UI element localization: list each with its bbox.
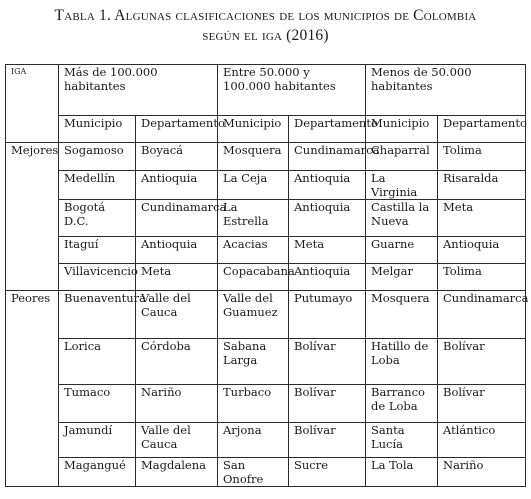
- departamento-cell: Risaralda: [438, 171, 526, 200]
- municipio-cell: Guarne: [366, 237, 438, 264]
- group-header-medium: Entre 50.000 y 100.000 habitantes: [218, 65, 366, 116]
- table-row: [6, 143, 526, 171]
- row-group-label: Peores: [6, 291, 59, 487]
- caption-line-1: Tabla 1. Algunas clasificaciones de los municipios de Colombia: [54, 7, 477, 24]
- municipio-cell: Medellín: [59, 171, 136, 200]
- municipio-cell: Chaparral: [366, 143, 438, 171]
- municipio-cell: Acacias: [218, 237, 289, 264]
- municipio-cell: Arjona: [218, 423, 289, 458]
- departamento-cell: Bolívar: [289, 423, 366, 458]
- sub-header-departamento: Departamento: [136, 116, 218, 143]
- departamento-cell: Antioquia: [289, 264, 366, 291]
- table-row: [6, 339, 526, 385]
- departamento-cell: Antioquia: [289, 171, 366, 200]
- departamento-cell: Bolívar: [289, 339, 366, 385]
- municipio-cell: La Ceja: [218, 171, 289, 200]
- departamento-cell: Cundinamarca: [136, 200, 218, 237]
- departamento-cell: Valle del Cauca: [136, 423, 218, 458]
- municipio-cell: La Tola: [366, 458, 438, 487]
- sub-header-municipio: Municipio: [366, 116, 438, 143]
- municipio-cell: Mosquera: [366, 291, 438, 339]
- row-group-label: Mejores: [6, 143, 59, 291]
- group-header-large: Más de 100.000 habitantes: [59, 65, 218, 116]
- municipio-cell: Tumaco: [59, 385, 136, 423]
- municipio-cell: Bogotá D.C.: [59, 200, 136, 237]
- table-row: [6, 237, 526, 264]
- municipio-cell: Santa Lucía: [366, 423, 438, 458]
- municipio-cell: Lorica: [59, 339, 136, 385]
- municipio-cell: Turbaco: [218, 385, 289, 423]
- municipio-cell: Villavicencio: [59, 264, 136, 291]
- departamento-cell: Magdalena: [136, 458, 218, 487]
- departamento-cell: Cundinamarca: [438, 291, 526, 339]
- departamento-cell: Antioquia: [289, 200, 366, 237]
- departamento-cell: Tolima: [438, 264, 526, 291]
- departamento-cell: Bolívar: [289, 385, 366, 423]
- worst-rows: [6, 291, 529, 487]
- table-row: [6, 171, 526, 200]
- departamento-cell: Antioquia: [136, 237, 218, 264]
- municipio-cell: Valle del Guamuez: [218, 291, 289, 339]
- municipio-cell: Castilla la Nueva: [366, 200, 438, 237]
- departamento-cell: Meta: [289, 237, 366, 264]
- group-header-small: Menos de 50.000 habitantes: [366, 65, 526, 116]
- table-row: [6, 423, 526, 458]
- municipio-cell: Melgar: [366, 264, 438, 291]
- table-row: [6, 200, 526, 237]
- municipio-cell: Barranco de Loba: [366, 385, 438, 423]
- table-row: [6, 458, 526, 487]
- departamento-cell: Nariño: [438, 458, 526, 487]
- municipio-cell: La Virginia: [366, 171, 438, 200]
- departamento-cell: Nariño: [136, 385, 218, 423]
- departamento-cell: Córdoba: [136, 339, 218, 385]
- departamento-cell: Tolima: [438, 143, 526, 171]
- municipality-classification-table: [5, 64, 529, 487]
- iga-header: IGA: [6, 65, 59, 143]
- municipio-cell: Jamundí: [59, 423, 136, 458]
- caption-line-2: según el iga (2016): [202, 27, 329, 44]
- departamento-cell: Meta: [438, 200, 526, 237]
- departamento-cell: Putumayo: [289, 291, 366, 339]
- sub-header-departamento: Departamento: [289, 116, 366, 143]
- sub-header-municipio: Municipio: [218, 116, 289, 143]
- table-row: [6, 264, 526, 291]
- municipio-cell: Buenaventura: [59, 291, 136, 339]
- best-rows: [6, 143, 526, 291]
- departamento-cell: Antioquia: [438, 237, 526, 264]
- departamento-cell: Antioquia: [136, 171, 218, 200]
- sub-header-municipio: Municipio: [59, 116, 136, 143]
- municipio-cell: Sabana Larga: [218, 339, 289, 385]
- table-row: [6, 291, 526, 339]
- table-caption: [0, 6, 531, 46]
- departamento-cell: Atlántico: [438, 423, 526, 458]
- departamento-cell: Meta: [136, 264, 218, 291]
- municipio-cell: Hatillo de Loba: [366, 339, 438, 385]
- departamento-cell: Valle del Cauca: [136, 291, 218, 339]
- departamento-cell: Sucre: [289, 458, 366, 487]
- municipio-cell: Mosquera: [218, 143, 289, 171]
- municipio-cell: La Estrella: [218, 200, 289, 237]
- departamento-cell: Bolívar: [438, 339, 526, 385]
- sub-header-departamento: Departamento: [438, 116, 526, 143]
- municipio-cell: Sogamoso: [59, 143, 136, 171]
- table-row: [6, 385, 526, 423]
- departamento-cell: Boyacá: [136, 143, 218, 171]
- municipio-cell: Magangué: [59, 458, 136, 487]
- departamento-cell: Cundinamarca: [289, 143, 366, 171]
- municipio-cell: San Onofre: [218, 458, 289, 487]
- municipio-cell: Itaguí: [59, 237, 136, 264]
- municipio-cell: Copacabana: [218, 264, 289, 291]
- departamento-cell: Bolívar: [438, 385, 526, 423]
